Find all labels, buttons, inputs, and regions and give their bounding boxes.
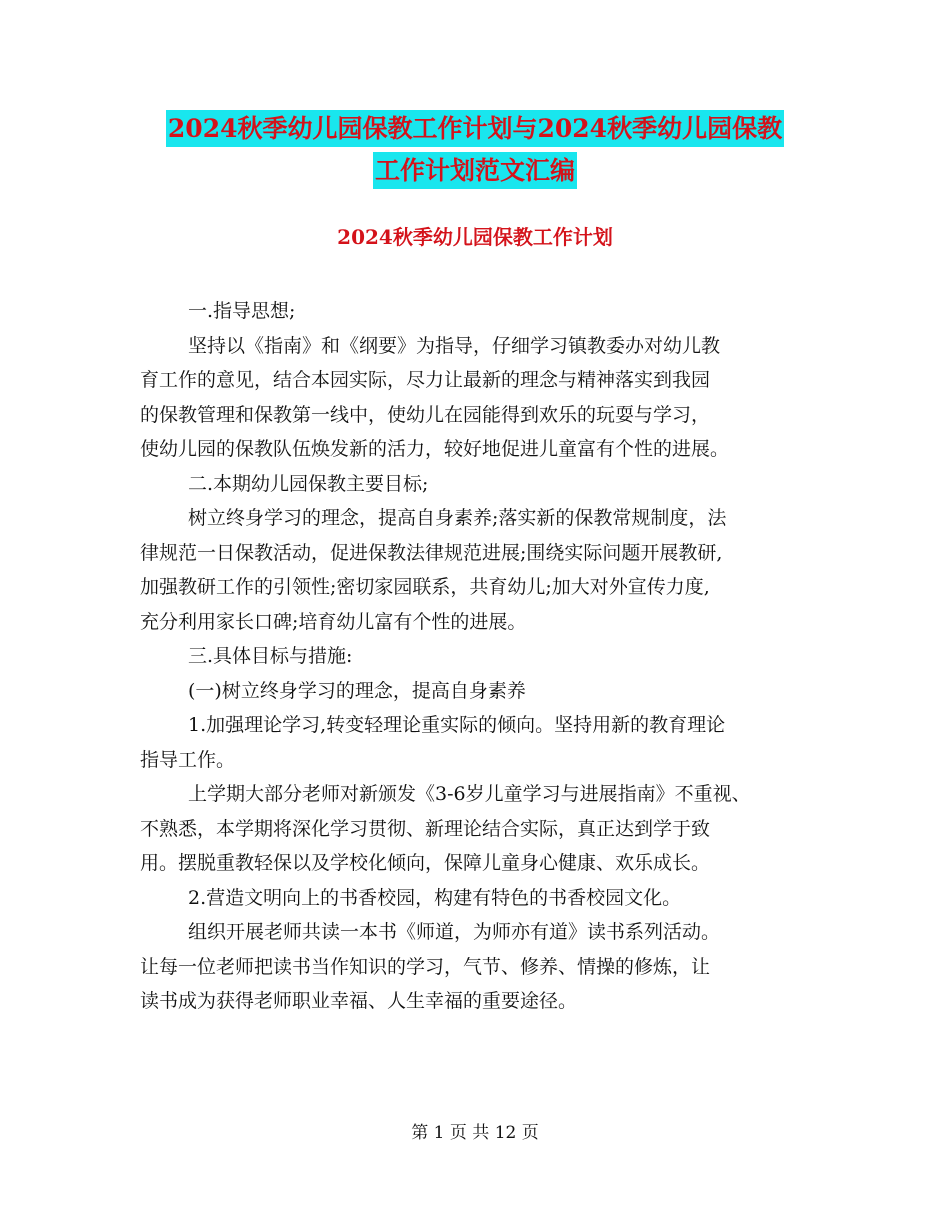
paragraph [140, 329, 820, 467]
text-line: 律规范一日保教活动，促进保教法律规范进展;围绕实际问题开展教研, [140, 541, 723, 564]
document-body [140, 294, 820, 1019]
text-line: 加强教研工作的引领性;密切家园联系，共育幼儿;加大对外宣传力度, [140, 576, 710, 598]
text-line: 三.具体目标与措施: [188, 645, 353, 667]
text-line: 二.本期幼儿园保教主要目标; [188, 472, 429, 495]
paragraph [140, 881, 820, 916]
text-line: 让每一位老师把读书当作知识的学习，气节、修养、情操的修炼，让 [140, 955, 711, 978]
text-line: 上学期大部分老师对新颁发《3-6岁儿童学习与进展指南》不重视、 [188, 783, 751, 805]
text-line: 充分利用家长口碑;培育幼儿富有个性的进展。 [140, 610, 527, 633]
paragraph [140, 467, 820, 502]
text-line: 育工作的意见，结合本园实际，尽力让最新的理念与精神落实到我园 [140, 369, 711, 391]
text-line: 读书成为获得老师职业幸福、人生幸福的重要途径。 [140, 990, 578, 1012]
title-line-1: 2024秋季幼儿园保教工作计划与2024秋季幼儿园保教 [166, 110, 784, 147]
text-line: 指导工作。 [140, 748, 236, 771]
paragraph [140, 294, 820, 329]
paragraph [140, 777, 820, 881]
text-line: 坚持以《指南》和《纲要》为指导，仔细学习镇教委办对幼儿教 [188, 334, 721, 357]
text-line: 不熟悉，本学期将深化学习贯彻、新理论结合实际，真正达到学于致 [140, 817, 711, 840]
text-line: (一)树立终身学习的理念，提高自身素养 [188, 679, 526, 702]
text-line: 1.加强理论学习,转变轻理论重实际的倾向。坚持用新的教育理论 [188, 714, 726, 736]
title-line-2: 工作计划范文汇编 [373, 152, 577, 189]
section-subtitle: 2024秋季幼儿园保教工作计划 [337, 225, 613, 249]
document-title [0, 110, 950, 189]
text-line: 组织开展老师共读一本书《师道，为师亦有道》读书系列活动。 [188, 921, 721, 943]
text-line: 使幼儿园的保教队伍焕发新的活力，较好地促进儿童富有个性的进展。 [140, 438, 730, 460]
text-line: 的保教管理和保教第一线中，使幼儿在园能得到欢乐的玩耍与学习， [140, 403, 711, 426]
text-line: 树立终身学习的理念，提高自身素养;落实新的保教常规制度，法 [188, 507, 727, 529]
text-line: 一.指导思想; [188, 300, 296, 322]
paragraph [140, 639, 820, 674]
text-line: 2.营造文明向上的书香校园，构建有特色的书香校园文化。 [188, 886, 682, 909]
page-footer: 第 1 页 共 12 页 [411, 1123, 539, 1143]
paragraph [140, 501, 820, 639]
paragraph [140, 708, 820, 777]
paragraph [140, 674, 820, 709]
text-line: 用。摆脱重教轻保以及学校化倾向，保障儿童身心健康、欢乐成长。 [140, 852, 711, 874]
paragraph [140, 915, 820, 1019]
